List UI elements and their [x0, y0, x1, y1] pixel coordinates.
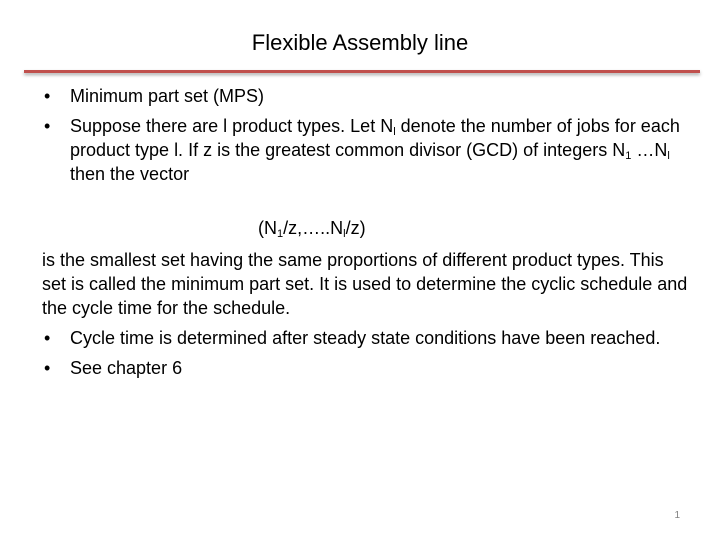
bullet-cycle-time	[42, 326, 692, 350]
bullet-dot: •	[44, 358, 51, 378]
subscript: 1	[625, 150, 632, 162]
bullet-text: Cycle time is determined after steady state conditions have been reached.	[70, 328, 661, 348]
formula-part: /z)	[345, 218, 366, 238]
formula-part: /z,…..N	[283, 218, 344, 238]
bullet-dot: •	[44, 328, 51, 348]
mps-paragraph: is the smallest set having the same proportions of different product types. This set is called the minimum part set. It is used to determine the cyclic schedule and the cycle time for the schedule.	[42, 250, 688, 318]
bullet-dot: •	[44, 116, 51, 136]
subscript: l	[393, 126, 396, 138]
formula-part: (N	[258, 218, 277, 238]
vector-formula	[42, 216, 692, 240]
bullet-dot: •	[44, 86, 51, 106]
bullet-text-part: …N	[631, 140, 668, 160]
bullet-suppose	[42, 114, 692, 186]
bullet-text-part: Suppose there are l product types. Let N	[70, 116, 394, 136]
title-divider	[24, 70, 700, 73]
page-number: 1	[674, 510, 680, 521]
bullet-see-chapter	[42, 356, 692, 380]
bullet-text: Minimum part set (MPS)	[70, 86, 265, 106]
subscript: 1	[277, 228, 284, 240]
bullet-mps	[42, 84, 692, 108]
slide-body	[42, 84, 692, 386]
bullet-text-part: denote the number of jobs for each product type l. If z is the greatest common divisor (GCD) of integers N	[70, 116, 680, 160]
bullet-text-part: then the vector	[70, 164, 190, 184]
bullet-text: See chapter 6	[70, 358, 183, 378]
slide-title: Flexible Assembly line	[251, 30, 469, 55]
subscript: l	[667, 150, 670, 162]
subscript: l	[343, 228, 346, 240]
